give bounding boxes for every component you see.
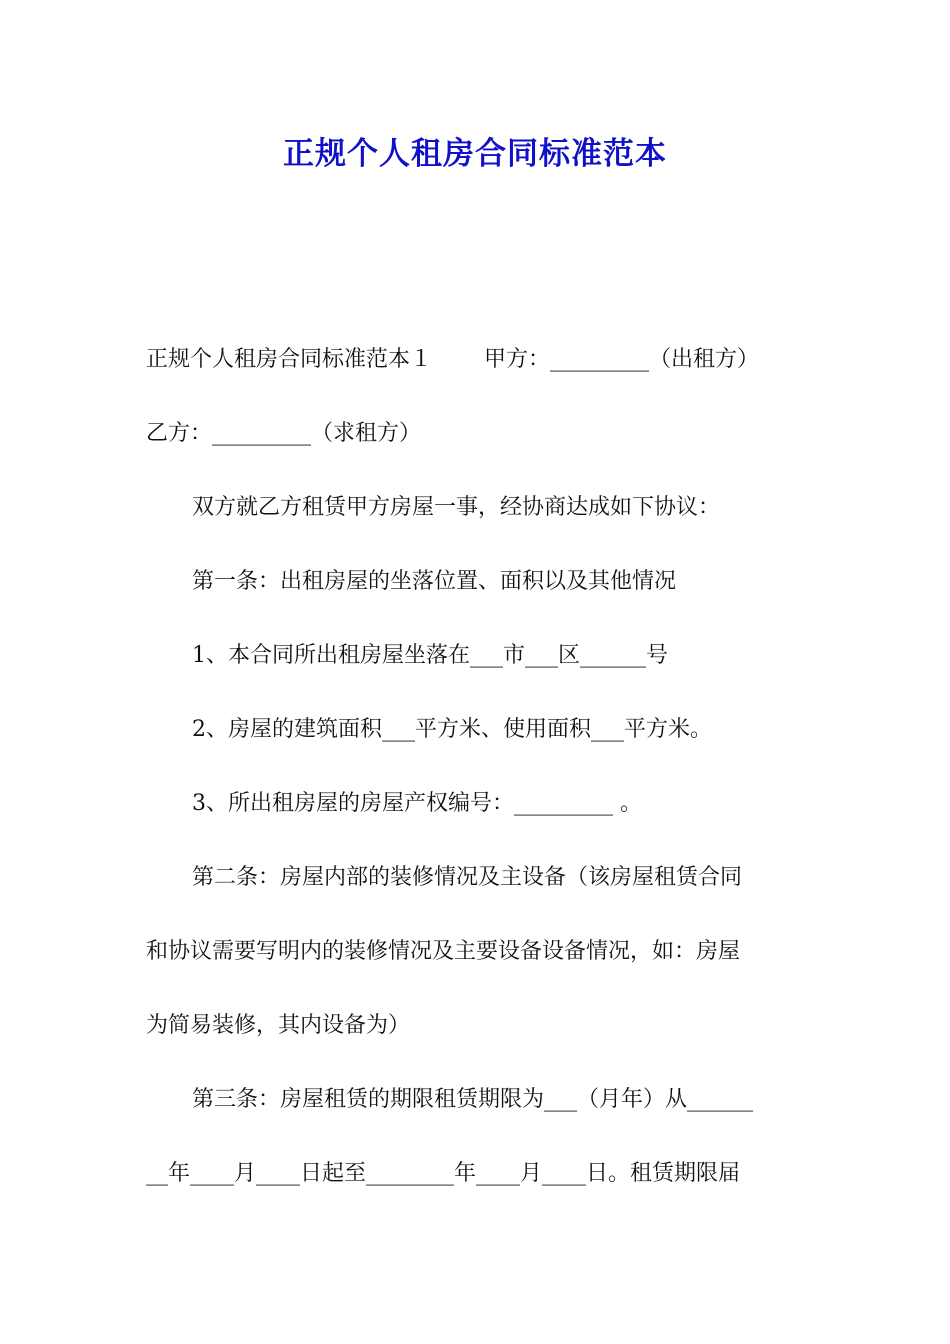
document-title: 正规个人租房合同标准范本 — [283, 136, 667, 172]
paragraph-line: 为简易装修，其内设备为） — [146, 1013, 411, 1038]
paragraph-line — [146, 338, 808, 412]
document-body — [146, 338, 808, 1226]
party-a-text: 甲方：_________（出租方） — [484, 347, 760, 372]
paragraph-line: 双方就乙方租赁甲方房屋一事，经协商达成如下协议： — [192, 495, 721, 520]
contract-heading-text: 正规个人租房合同标准范本１ — [146, 347, 433, 372]
paragraph-line: 2、房屋的建筑面积___平方米、使用面积___平方米。 — [192, 717, 712, 742]
paragraph-line: 第三条：房屋租赁的期限租赁期限为___（月年）从______ — [192, 1087, 754, 1112]
paragraph-line: 3、所出租房屋的房屋产权编号：_________ 。 — [192, 791, 642, 816]
paragraph-line: 第二条：房屋内部的装修情况及主设备（该房屋租赁合同 — [192, 865, 743, 890]
paragraph-line: 乙方：_________（求租方） — [146, 421, 422, 446]
paragraph-line: 第一条：出租房屋的坐落位置、面积以及其他情况 — [192, 569, 677, 594]
paragraph-line: 和协议需要写明内的装修情况及主要设备设备情况，如：房屋 — [146, 939, 741, 964]
paragraph-line: __年____月____日起至________年____月____日。租赁期限届 — [146, 1161, 741, 1186]
paragraph-line: 1、本合同所出租房屋坐落在___市___区______号 — [192, 643, 668, 668]
